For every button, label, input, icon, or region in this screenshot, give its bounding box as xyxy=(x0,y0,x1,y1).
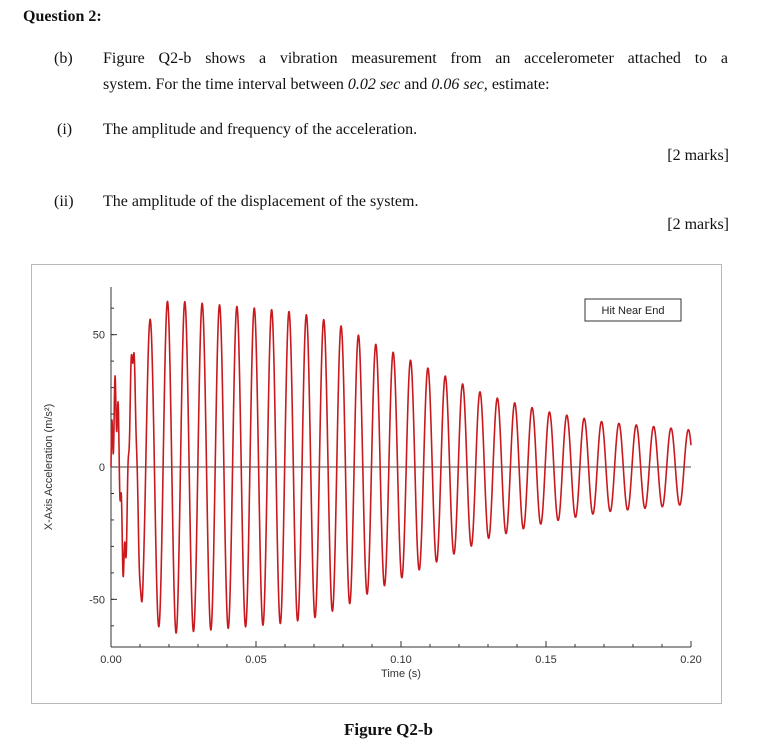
x-axis-label: Time (s) xyxy=(381,668,421,680)
x-tick-label: 0.15 xyxy=(535,654,557,666)
part-ii-label: (ii) xyxy=(54,193,74,210)
question-heading: Question 2: xyxy=(23,8,102,25)
part-b-text-a: system. For the time interval between xyxy=(103,76,348,93)
part-b-line1: Figure Q2-b shows a vibration measurement from an accelerometer attached to a xyxy=(103,50,728,67)
figure-frame xyxy=(31,264,722,704)
part-i-text: The amplitude and frequency of the acceleration. xyxy=(103,121,418,138)
part-b-text-b: and xyxy=(400,76,432,93)
acceleration-chart xyxy=(32,265,723,705)
part-i-marks: [2 marks] xyxy=(667,147,729,164)
part-b-line2 xyxy=(103,72,550,98)
part-ii-text: The amplitude of the displacement of the system. xyxy=(103,193,419,210)
y-axis-label: X-Axis Acceleration (m/s²) xyxy=(43,403,55,531)
part-b-text-c: estimate: xyxy=(487,76,550,93)
part-i-label: (i) xyxy=(57,121,73,138)
part-ii-marks: [2 marks] xyxy=(667,216,729,233)
x-tick-label: 0.00 xyxy=(100,654,122,666)
y-tick-label: -50 xyxy=(89,594,105,607)
y-tick-label: 50 xyxy=(92,329,105,342)
time-end: 0.06 sec, xyxy=(431,76,488,93)
time-start: 0.02 sec xyxy=(347,76,401,93)
x-tick-label: 0.10 xyxy=(390,654,412,666)
part-b-label: (b) xyxy=(54,50,73,67)
figure-caption: Figure Q2-b xyxy=(344,720,433,739)
legend-label: Hit Near End xyxy=(601,305,665,317)
x-tick-label: 0.05 xyxy=(245,654,267,666)
x-tick-label: 0.20 xyxy=(680,654,702,666)
y-tick-label: 0 xyxy=(98,462,105,474)
